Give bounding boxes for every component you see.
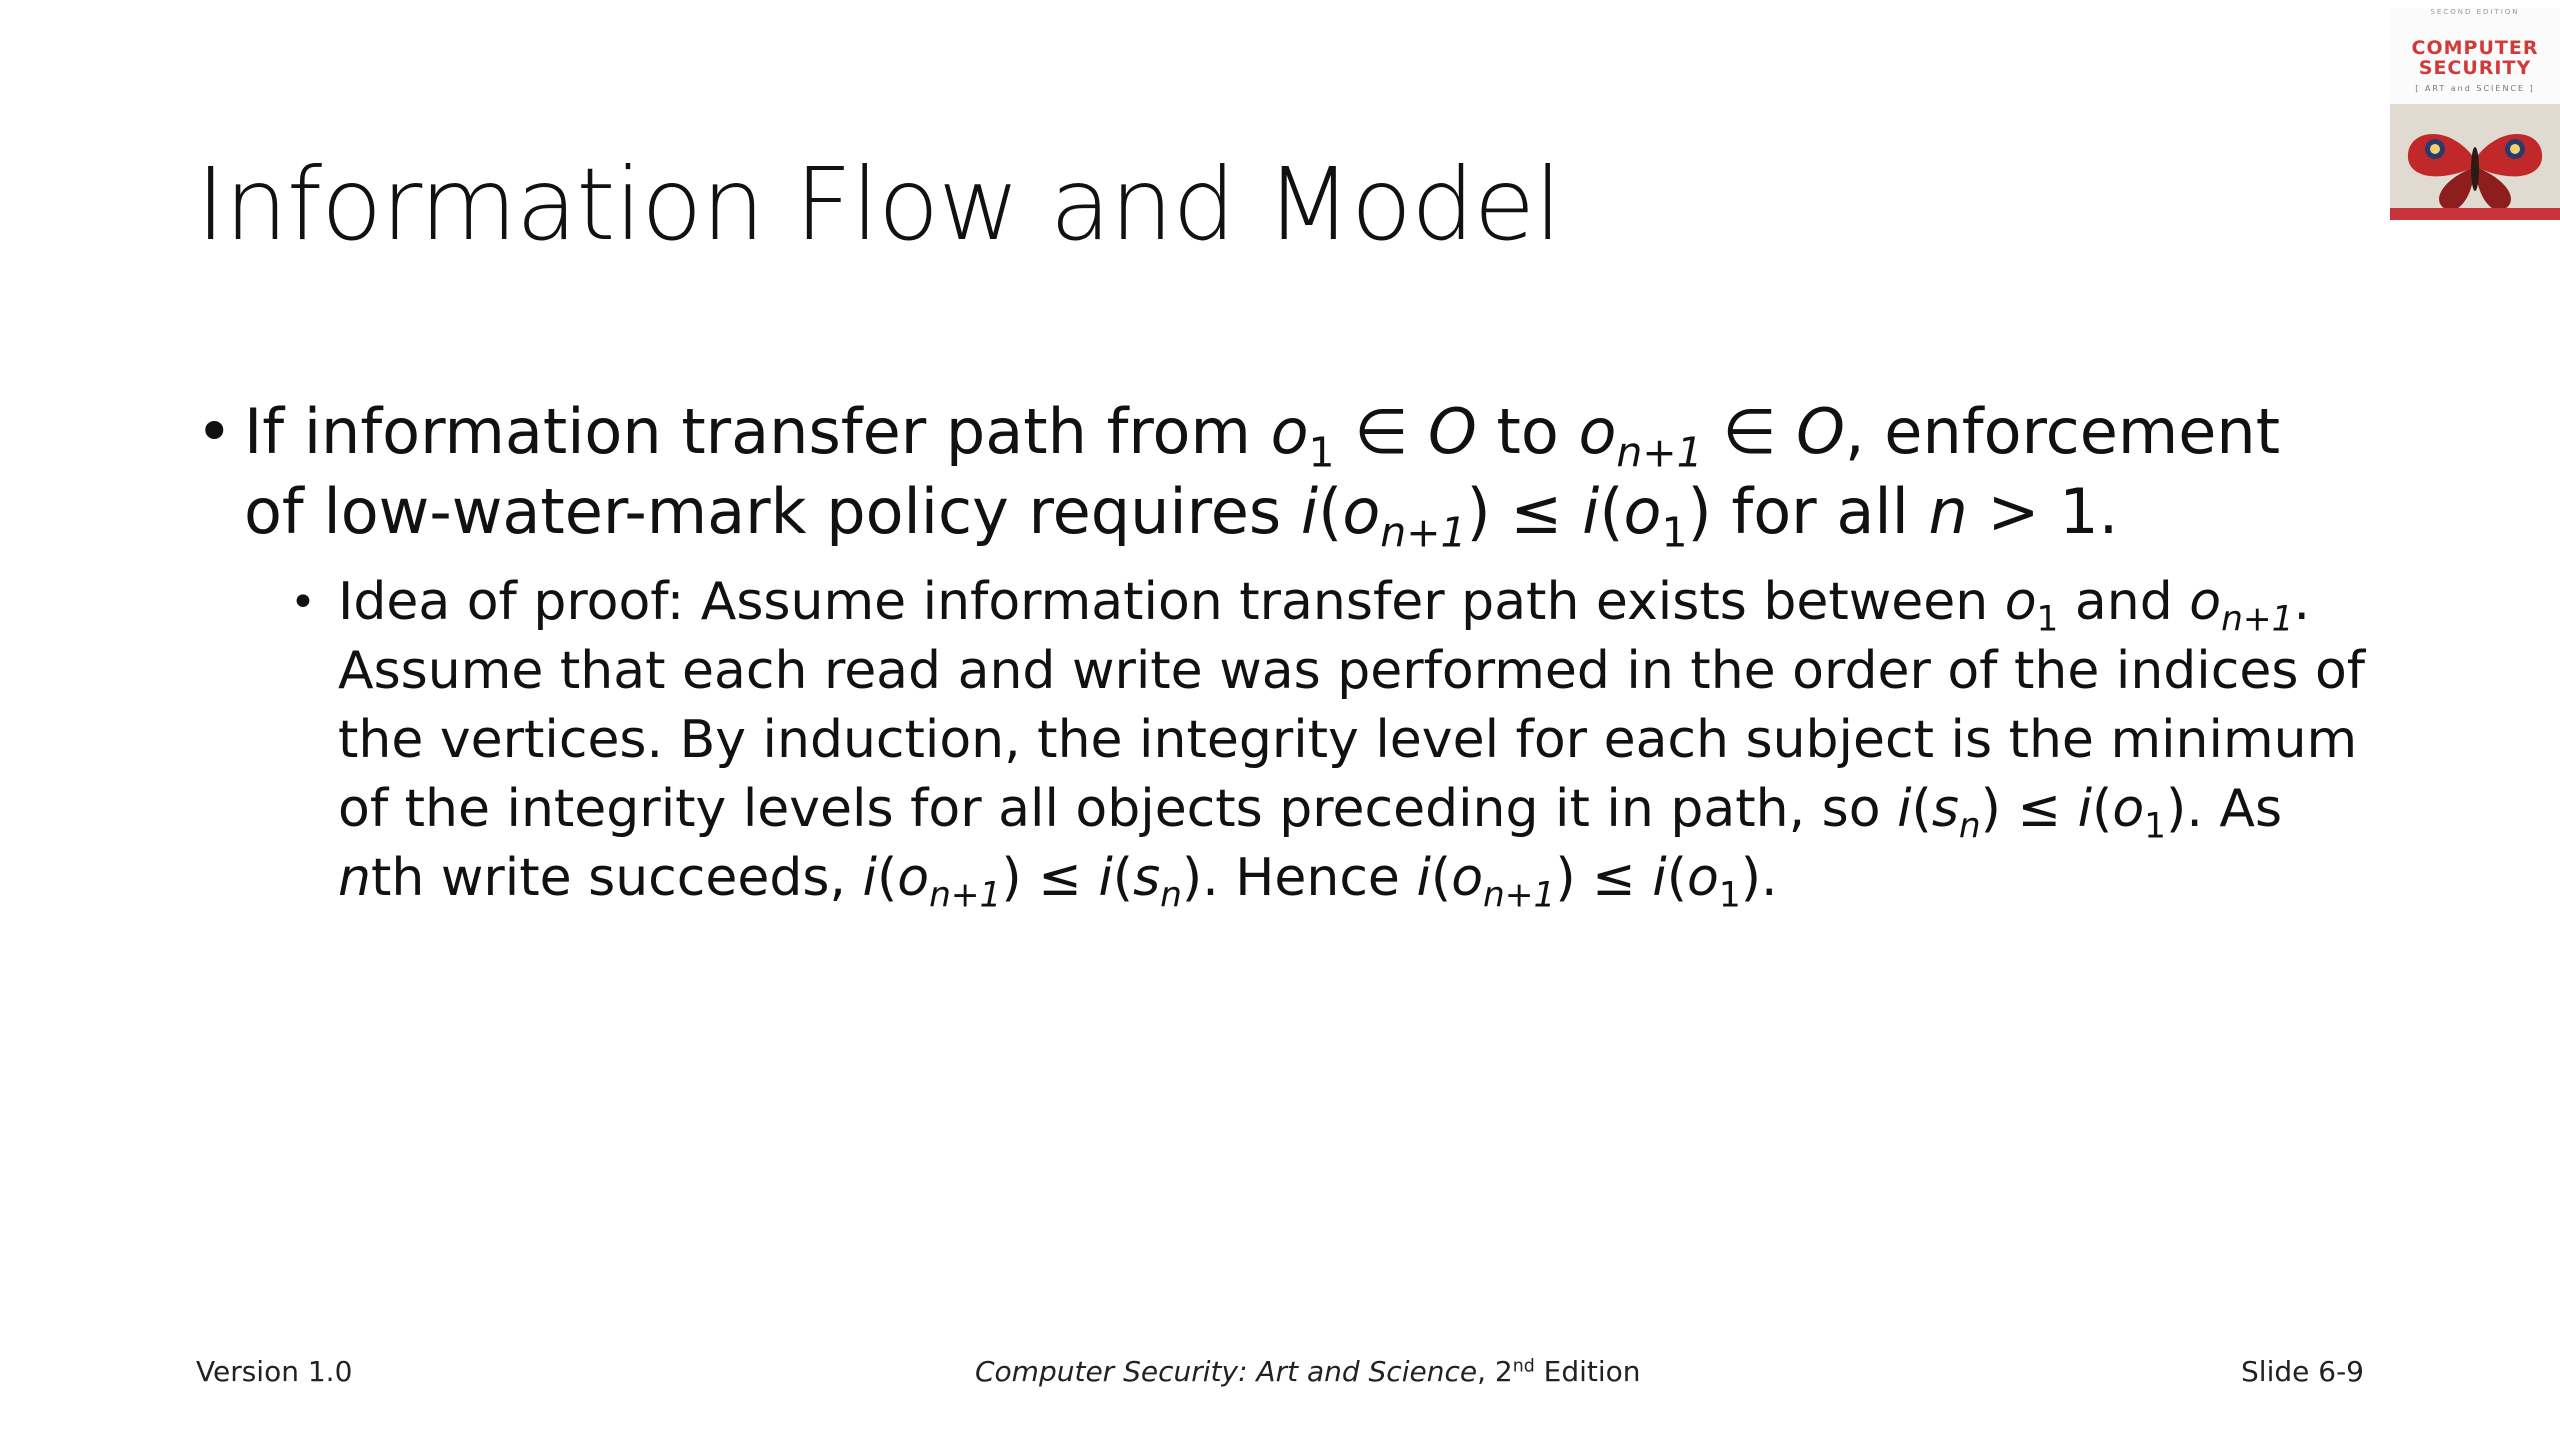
cover-title: COMPUTER SECURITY bbox=[2411, 37, 2539, 79]
cover-subtitle: [ ART and SCIENCE ] bbox=[2415, 84, 2535, 93]
bullet-2-text: Idea of proof: Assume information transfer path exists between $o_1$ and $o_{n+1}$. Assume that each read and write was performed in the order of the indices of the vertices. By induction, the integrity level for each subject is the minimum of the integrity levels for all objects preceding it in path, so $i(s_n) \le i(o_1)$. As nth write succeeds, $i(o_{n+1}) \le i(s_n)$. Hence $i(o_{n+1}) \le i(o_1)$. bbox=[338, 572, 2366, 916]
cover-edition: SECOND EDITION bbox=[2430, 8, 2520, 16]
footer-book-title: Computer Security: Art and Science, 2nd Edition bbox=[975, 1355, 1641, 1388]
bullet-dot: • bbox=[196, 395, 233, 468]
slide-title: Information Flow and Model bbox=[196, 146, 1561, 263]
bullet-1-text: If information transfer path from $o_1$ ∈ O to $o_{n+1}$ ∈ O, enforcement of low-water-mark policy requires $i(o_{n+1}) \le i(o_1)$ for all n > 1. bbox=[244, 395, 2281, 557]
footer-version: Version 1.0 bbox=[196, 1355, 353, 1388]
footer-slide-number: Slide 6-9 bbox=[2241, 1355, 2364, 1388]
bullet-dot: • bbox=[290, 577, 316, 628]
book-cover-image bbox=[2390, 8, 2560, 220]
butterfly-illustration bbox=[2390, 104, 2560, 220]
bullet-level-2 bbox=[290, 568, 2370, 916]
bullet-level-1 bbox=[196, 392, 2346, 557]
